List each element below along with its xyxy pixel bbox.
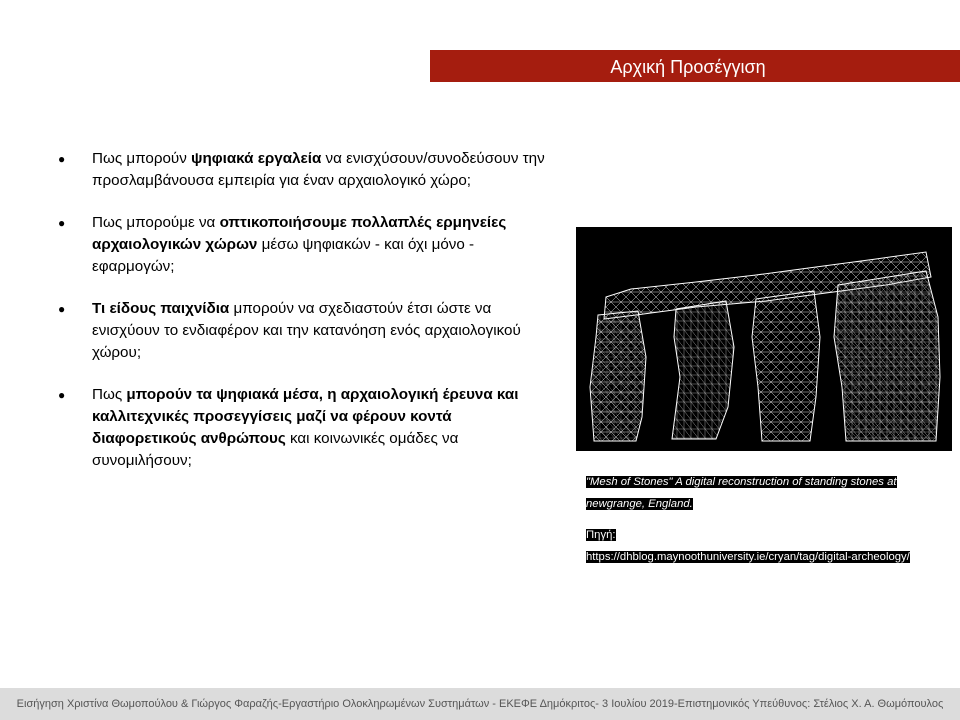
bullet-marker: ● [58, 388, 66, 402]
bullet-bold-text: μπορούν τα ψηφιακά μέσα, η αρχαιολογική έρευνα και καλλιτεχνικές προσεγγίσεις μαζί να φέρουν κοντά διαφορετικούς ανθρώπους [92, 386, 519, 447]
bullet-item [58, 212, 548, 278]
bullet-text: και κοινωνικές ομάδες να συνομιλήσουν; [92, 430, 459, 469]
bullet-item [58, 384, 548, 472]
source-url: https://dhblog.maynoothuniversity.ie/cryan/tag/digital-archeology/ [586, 551, 910, 563]
bullet-bold-text: Τι είδους παιχνίδια [92, 300, 230, 317]
bullet-marker: ● [58, 302, 66, 316]
mesh-of-stones-image [576, 227, 952, 451]
bullet-text: μπορούν να σχεδιαστούν έτσι ώστε να ενισχύουν το ενδιαφέρον και την κατανόηση ενός αρχαιολογικού χώρου; [92, 300, 521, 361]
caption-text: "Mesh of Stones" A digital reconstruction of standing stones at newgrange, England. [586, 476, 897, 510]
slide-title-bar [430, 50, 960, 82]
image-caption [586, 471, 916, 568]
bullet-bold-text: ψηφιακά εργαλεία [191, 150, 322, 167]
footer-bar [0, 688, 960, 720]
stonehenge-wireframe-illustration [576, 227, 952, 451]
bullet-text: Πως μπορούν [92, 150, 192, 167]
source-label: Πηγή: [586, 529, 616, 541]
bullet-list [58, 148, 548, 492]
bullet-text: Πως [92, 386, 127, 403]
bullet-bold-text: οπτικοποιήσουμε πολλαπλές ερμηνείες αρχαιολογικών χώρων [92, 214, 507, 253]
bullet-item [58, 148, 548, 192]
bullet-marker: ● [58, 152, 66, 166]
bullet-marker: ● [58, 216, 66, 230]
bullet-text: μέσω ψηφιακών - και όχι μόνο - εφαρμογών; [92, 236, 475, 275]
slide-title: Αρχική Προσέγγιση [610, 57, 766, 77]
footer-text: Εισήγηση Χριστίνα Θωμοπούλου & Γιώργος Φαραζής-Εργαστήριο Ολοκληρωμένων Συστημάτων - ΕΚΕΦΕ Δημόκριτος- 3 Ιουλίου 2019-Επιστημονικός Υπεύθυνος: Στέλιος Χ. Α. Θωμόπουλος [16, 698, 944, 710]
bullet-text: να ενισχύσουν/συνοδεύσουν την προσλαμβάνουσα εμπειρία για έναν αρχαιολογικό χώρο; [92, 150, 545, 189]
bullet-item [58, 298, 548, 364]
bullet-text: Πως μπορούμε να [92, 214, 220, 231]
